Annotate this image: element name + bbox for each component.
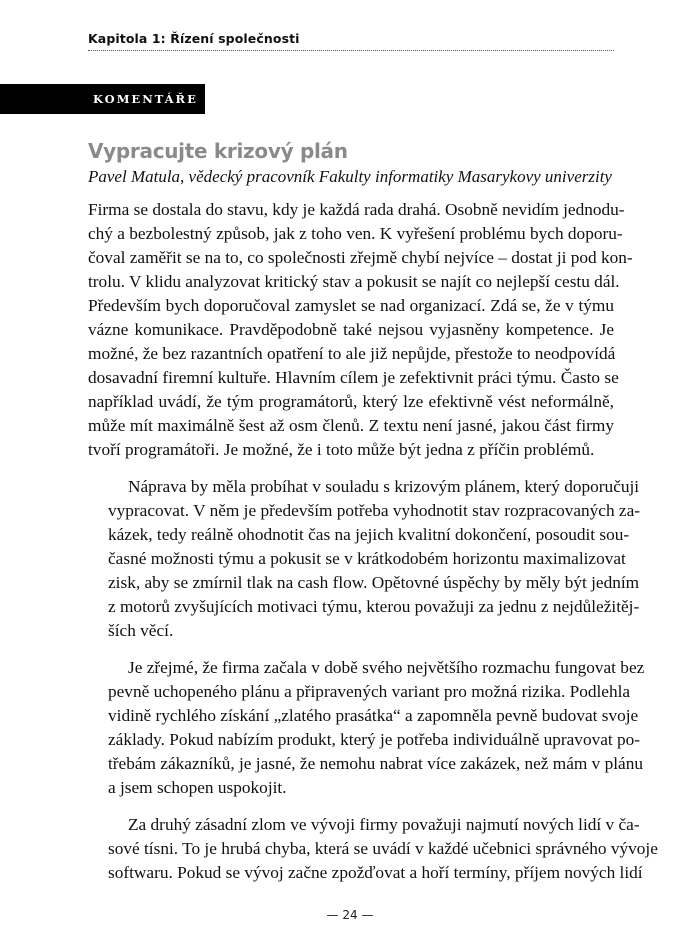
paragraph-1 bbox=[88, 198, 633, 462]
text-line: Je zřejmé, že firma začala v době svého největšího rozmachu fungovat bez bbox=[128, 658, 645, 677]
paragraph-4 bbox=[88, 813, 658, 885]
text-line: vázne komunikace. Pravděpodobně také nejsou vyjasněny kompetence. Je bbox=[88, 320, 614, 339]
text-line: pevně uchopeného plánu a připravených variant pro možná rizika. Podlehla bbox=[108, 682, 631, 701]
text-line: Firma se dostala do stavu, kdy je každá rada drahá. Osobně nevidím jednodu- bbox=[88, 200, 625, 219]
text-line: vypracovat. V něm je především potřeba vyhodnotit stav rozpracovaných za- bbox=[108, 501, 641, 520]
text-line: chý a bezbolestný způsob, jak z toho ven. K vyřešení problému bych doporu- bbox=[88, 224, 623, 243]
text-line: může mít maximálně šest až osm členů. Z textu není jasné, jakou část firmy bbox=[88, 416, 614, 435]
text-line: tvoří programátoři. Je možné, že i toto může být jedna z příčin problémů. bbox=[88, 440, 595, 459]
text-line: časné možnosti týmu a pokusit se v krátkodobém horizontu maximalizovat bbox=[108, 549, 626, 568]
text-line: kázek, tedy reálně ohodnotit čas na jejich kvalitní dokončení, posoudit sou- bbox=[108, 525, 630, 544]
article-body bbox=[88, 198, 658, 898]
text-line: možné, že bez razantních opatření to ale již nepůjde, přestože to neodpovídá bbox=[88, 344, 616, 363]
running-head: Kapitola 1: Řízení společnosti bbox=[88, 31, 614, 51]
article-author: Pavel Matula, vědecký pracovník Fakulty informatiky Masarykovy univerzity bbox=[88, 167, 612, 186]
paragraph-3 bbox=[88, 656, 645, 800]
section-banner bbox=[0, 84, 205, 114]
page-number: — 24 — bbox=[326, 908, 374, 922]
text-line: trolu. V klidu analyzovat kritický stav a pokusit se najít co nejlepší cestu dál. bbox=[88, 272, 620, 291]
text-line: Náprava by měla probíhat v souladu s krizovým plánem, který doporučuji bbox=[128, 477, 640, 496]
paragraph-2 bbox=[88, 475, 641, 643]
text-line: ších věcí. bbox=[108, 621, 174, 640]
text-line: z motorů zvyšujících motivaci týmu, kterou považuji za jednu z nejdůležitěj- bbox=[108, 597, 640, 616]
text-line: vidině rychlého získání „zlatého prasátka“ a zapomněla pevně budovat svoje bbox=[108, 706, 639, 725]
text-line: čoval zaměřit se na to, co společnosti zřejmě chybí nejvíce – dostat ji pod kon- bbox=[88, 248, 633, 267]
text-line: zisk, aby se zmírnil tlak na cash flow. Opětovné úspěchy by měly být jedním bbox=[108, 573, 640, 592]
text-line: Za druhý zásadní zlom ve vývoji firmy považuji najmutí nových lidí v ča- bbox=[128, 815, 640, 834]
article-title: Vypracujte krizový plán bbox=[88, 139, 348, 163]
text-line: základy. Pokud nabízím produkt, který je potřeba individuálně upravovat po- bbox=[108, 730, 641, 749]
text-line: sové tísni. To je hrubá chyba, která se uvádí v každé učebnici správného vývoje bbox=[108, 839, 658, 858]
text-line: třebám zákazníků, je jasné, že nemohu nabrat více zakázek, než mám v plánu bbox=[108, 754, 643, 773]
text-line: například uvádí, že tým programátorů, který lze efektivně vést neformálně, bbox=[88, 392, 614, 411]
text-line: dosavadní firemní kultuře. Hlavním cílem je zefektivnit práci týmu. Často se bbox=[88, 368, 619, 387]
text-line: Především bych doporučoval zamyslet se nad organizací. Zdá se, že v týmu bbox=[88, 296, 614, 315]
section-label: KOMENTÁŘE bbox=[93, 92, 198, 106]
text-line: softwaru. Pokud se vývoj začne zpožďovat a hoří termíny, příjem nových lidí bbox=[108, 863, 643, 882]
text-line: a jsem schopen uspokojit. bbox=[108, 778, 287, 797]
